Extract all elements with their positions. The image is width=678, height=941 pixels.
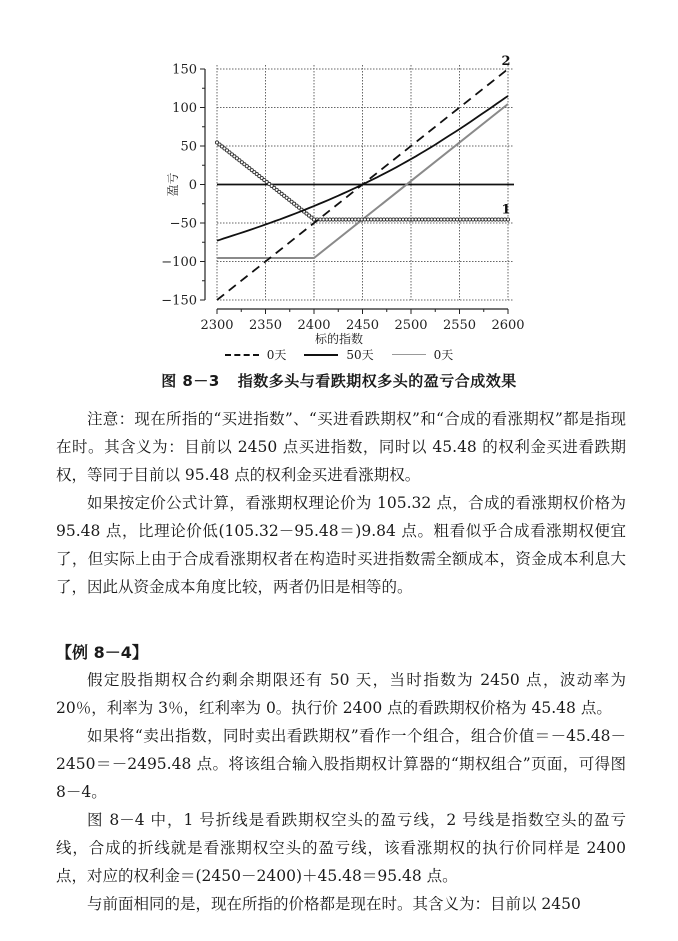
put-long-point <box>357 218 360 221</box>
put-long-point <box>475 218 478 221</box>
x-tick-label: 2500 <box>394 318 428 333</box>
put-long-point <box>341 218 344 221</box>
paragraph: 如果按定价公式计算，看涨期权理论价为 105.32 点，合成的看涨期权价格为 95.48 点，比理论价低(105.32－95.48＝)9.84 点。粗看似乎合成看涨期权便宜了，但实际上由于合成看涨期权者在构造时买进指数需全额成本，资金成本利息大了，因此从资金成本角度比较，两者仍旧是相等的。 <box>56 494 626 596</box>
example-heading: 【例 8－4】 <box>56 643 148 662</box>
put-long-point <box>335 218 338 221</box>
put-long-point <box>424 218 427 221</box>
put-long-point <box>487 218 490 221</box>
x-axis-title: 标的指数 <box>314 332 363 346</box>
x-tick-label: 2350 <box>248 318 283 333</box>
gray-line-swatch <box>392 354 426 355</box>
y-tick-label: −150 <box>161 293 197 309</box>
put-long-point <box>382 218 385 221</box>
chart-legend <box>0 346 678 363</box>
legend-item-50day <box>304 346 373 363</box>
put-long-point <box>395 218 398 221</box>
put-long-point <box>452 218 455 221</box>
put-long-point <box>417 218 420 221</box>
y-tick-label: −50 <box>169 216 197 232</box>
put-long-point <box>471 218 474 221</box>
paragraph: 图 8－4 中，1 号折线是看跌期权空头的盈亏线，2 号线是指数空头的盈亏线，合成的折线就是看涨期权空头的盈亏线，该看涨期权的执行价同样是 2400 点，对应的权利金＝(2450－2400)＋45.48＝95.48 点。 <box>56 811 626 885</box>
paragraph: 与前面相同的是，现在所指的价格都是现在时。其含义为：目前以 2450 <box>87 895 581 913</box>
legend-label: 0天 <box>433 348 454 362</box>
text-block-2 <box>56 666 626 918</box>
x-tick-label: 2600 <box>491 318 525 333</box>
put-long-point <box>443 218 446 221</box>
put-long-point <box>389 218 392 221</box>
legend-item-0day-dashed <box>225 346 287 363</box>
put-long-point <box>386 218 389 221</box>
paragraph: 假定股指期权合约剩余期限还有 50 天，当时指数为 2450 点，波动率为 20％，利率为 3％，红利率为 0。执行价 2400 点的看跌期权价格为 45.48 点。 <box>56 671 626 717</box>
put-long-point <box>370 218 373 221</box>
put-long-point <box>421 218 424 221</box>
put-long-point <box>344 218 347 221</box>
put-long-point <box>503 218 506 221</box>
put-long-point <box>376 218 379 221</box>
put-long-point <box>494 218 497 221</box>
put-long-point <box>446 218 449 221</box>
put-long-point <box>373 218 376 221</box>
put-long-point <box>468 218 471 221</box>
put-long-point <box>328 218 331 221</box>
put-long-point <box>312 218 315 221</box>
put-long-point <box>462 218 465 221</box>
put-long-point <box>497 218 500 221</box>
put-long-point <box>456 218 459 221</box>
put-long-point <box>331 218 334 221</box>
put-long-point <box>392 218 395 221</box>
put-long-point <box>360 218 363 221</box>
y-axis-title: 盈亏 <box>166 172 180 197</box>
x-tick-label: 2550 <box>442 318 477 333</box>
line-label-1: 1 <box>501 202 511 218</box>
put-long-point <box>379 218 382 221</box>
put-long-point <box>405 218 408 221</box>
put-long-point <box>465 218 468 221</box>
put-long-point <box>411 218 414 221</box>
put-long-point <box>484 218 487 221</box>
solid-line-swatch <box>304 354 338 356</box>
put-long-point <box>436 218 439 221</box>
figure-caption <box>0 370 678 391</box>
put-long-point <box>354 218 357 221</box>
y-tick-label: 50 <box>180 139 197 155</box>
put-long-point <box>322 218 325 221</box>
figure-number: 图 8－3 <box>161 372 220 390</box>
put-long-point <box>319 218 322 221</box>
put-long-point <box>338 218 341 221</box>
put-long-point <box>481 218 484 221</box>
put-long-point <box>440 218 443 221</box>
y-tick-label: 150 <box>172 62 197 78</box>
series-line-gray <box>217 104 511 258</box>
payoff-chart <box>150 40 530 340</box>
legend-label: 0天 <box>266 348 287 362</box>
legend-label: 50天 <box>346 348 374 362</box>
put-long-point <box>401 218 404 221</box>
put-long-point <box>459 218 462 221</box>
put-long-point <box>351 218 354 221</box>
put-long-point <box>449 218 452 221</box>
put-long-point <box>408 218 411 221</box>
put-long-point <box>430 218 433 221</box>
y-tick-label: −100 <box>161 255 197 270</box>
put-long-point <box>490 218 493 221</box>
put-long-point <box>398 218 401 221</box>
figure-caption-text: 指数多头与看跌期权多头的盈亏合成效果 <box>237 372 517 390</box>
paragraph: 注意：现在所指的“买进指数”、“买进看跌期权”和“合成的看涨期权”都是指现在时。其含义为：目前以 2450 点买进指数，同时以 45.48 的权利金买进看跌期权，等同于目前以 95.48 点的权利金买进看涨期权。 <box>56 410 626 484</box>
put-long-point <box>366 218 369 221</box>
put-long-point <box>433 218 436 221</box>
paragraph: 如果将“卖出指数，同时卖出看跌期权”看作一个组合，组合价值＝－45.48－2450＝－2495.48 点。将该组合输入股指期权计算器的“期权组合”页面，可得图 8－4。 <box>56 727 626 801</box>
put-long-point <box>363 218 366 221</box>
put-long-point <box>414 218 417 221</box>
put-long-point <box>500 218 503 221</box>
x-tick-label: 2300 <box>200 318 234 333</box>
x-tick-label: 2400 <box>297 318 331 333</box>
line-label-2: 2 <box>501 54 511 69</box>
dashed-line-swatch <box>225 354 259 356</box>
put-long-point <box>325 218 328 221</box>
put-long-point <box>478 218 481 221</box>
legend-item-0day-gray <box>392 346 454 363</box>
text-block-1 <box>56 405 626 601</box>
y-tick-label: 100 <box>172 101 197 116</box>
put-long-point <box>427 218 430 221</box>
y-tick-label: 0 <box>188 178 197 193</box>
put-long-point <box>347 218 350 221</box>
x-tick-label: 2450 <box>345 318 380 333</box>
put-long-point <box>506 218 509 221</box>
